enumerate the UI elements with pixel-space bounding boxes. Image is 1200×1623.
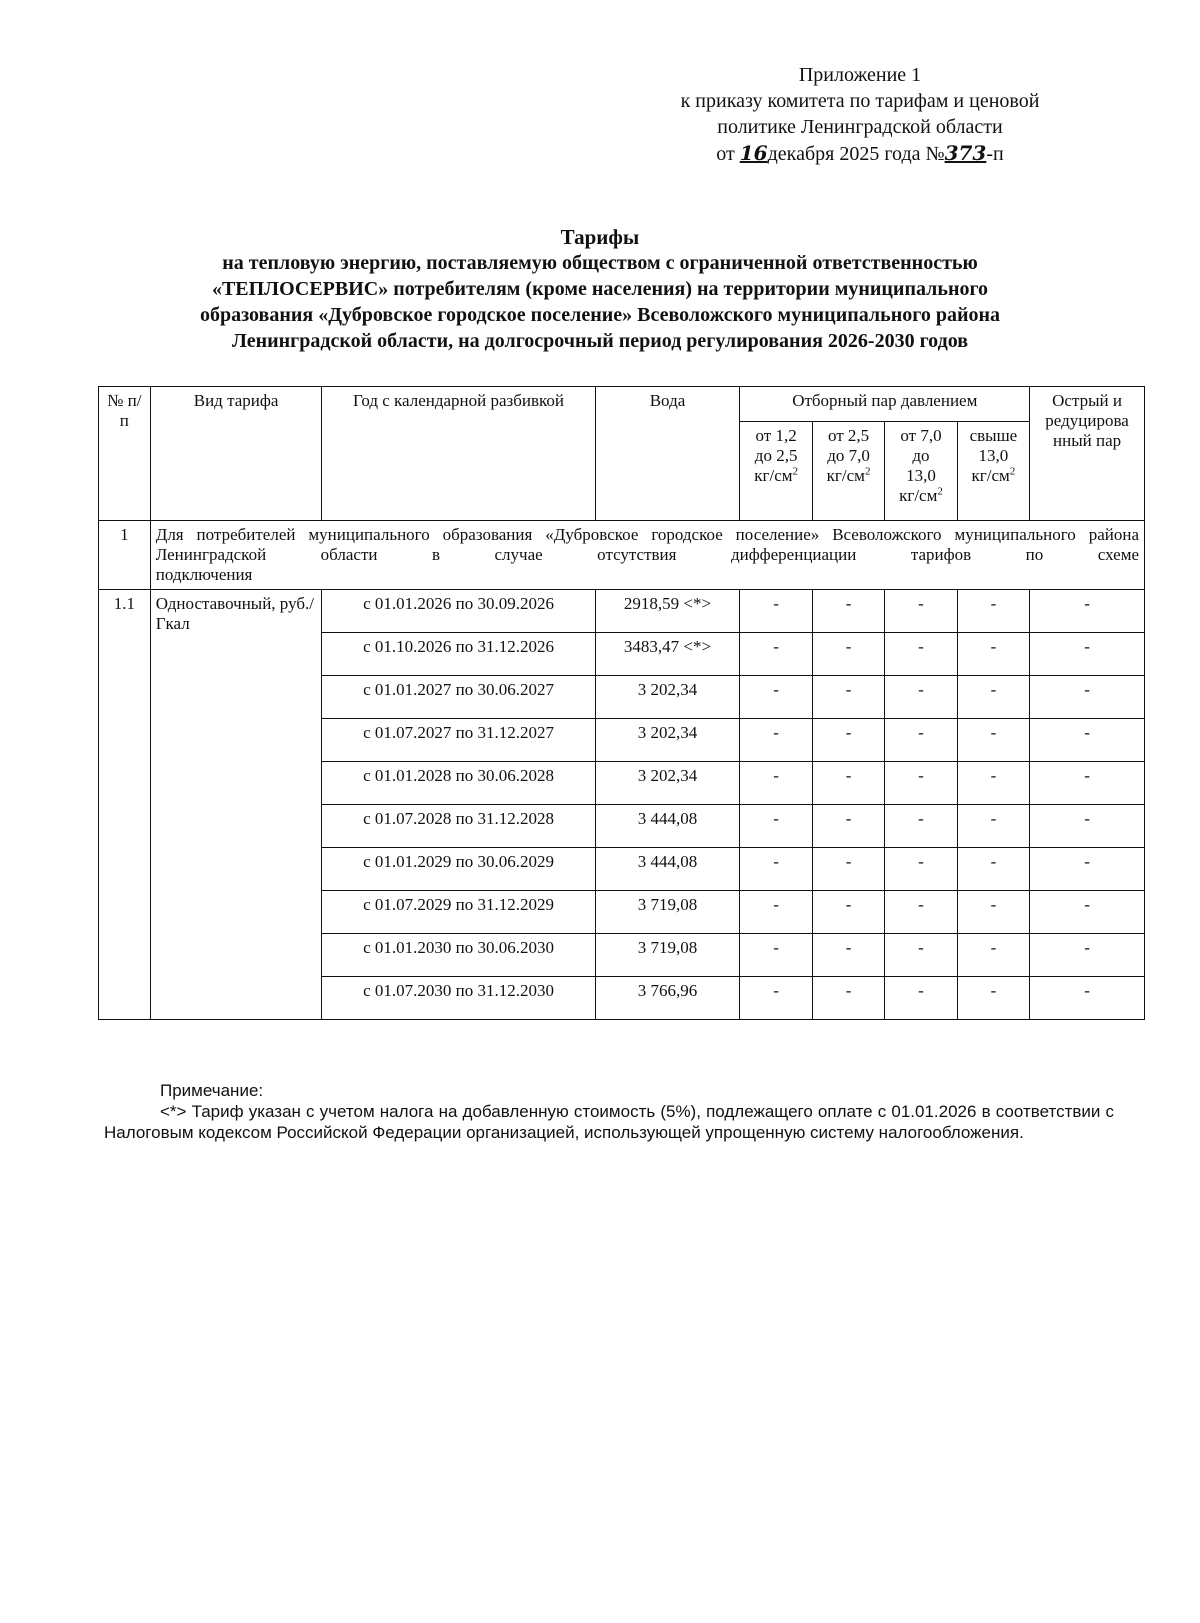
tariffs-table [98, 386, 1145, 1020]
water-tariff-cell: 3 719,08 [595, 934, 740, 977]
water-tariff-cell: 2918,59 <*> [595, 590, 740, 633]
period-cell: с 01.10.2026 по 31.12.2026 [322, 633, 595, 676]
empty-value-cell: - [885, 590, 957, 633]
order-day: 16 [739, 141, 768, 165]
period-cell: с 01.07.2027 по 31.12.2027 [322, 719, 595, 762]
empty-value-cell: - [1030, 848, 1145, 891]
empty-value-cell: - [1030, 633, 1145, 676]
appendix-title: Приложение 1 [798, 64, 922, 86]
empty-value-cell: - [740, 934, 812, 977]
empty-value-cell: - [1030, 590, 1145, 633]
title-line: Ленинградской области, на долгосрочный период регулирования 2026-2030 годов [231, 330, 969, 352]
period-cell: с 01.01.2028 по 30.06.2028 [322, 762, 595, 805]
col-header-steam-1: от 1,2 до 2,5 $кг/см^2$ [740, 422, 812, 521]
group-description: Для потребителей муниципального образования «Дубровское городское поселение» Всеволожского муниципального района Ленинградской области в случае отсутствия дифференциации тарифов по схеме подключения [150, 521, 1144, 590]
empty-value-cell: - [1030, 762, 1145, 805]
col-header-water: Вода [595, 387, 740, 521]
empty-value-cell: - [1030, 977, 1145, 1020]
empty-value-cell: - [812, 848, 884, 891]
col-header-steam-3: от 7,0 до 13,0 $кг/см^2$ [885, 422, 957, 521]
empty-value-cell: - [740, 805, 812, 848]
water-tariff-cell: 3 202,34 [595, 676, 740, 719]
title-line: на тепловую энергию, поставляемую обществом с ограниченной ответственностью [222, 252, 978, 274]
empty-value-cell: - [812, 934, 884, 977]
col-header-year: Год с календарной разбивкой [322, 387, 595, 521]
col-header-type: Вид тарифа [150, 387, 322, 521]
empty-value-cell: - [957, 934, 1029, 977]
title-heading: Тарифы [560, 225, 640, 249]
order-number: 373 [944, 141, 987, 165]
water-tariff-cell: 3 444,08 [595, 805, 740, 848]
empty-value-cell: - [957, 762, 1029, 805]
empty-value-cell: - [1030, 891, 1145, 934]
water-tariff-cell: 3 444,08 [595, 848, 740, 891]
empty-value-cell: - [957, 633, 1029, 676]
empty-value-cell: - [885, 719, 957, 762]
footnote-label: Примечание: [160, 1081, 264, 1100]
empty-value-cell: - [812, 676, 884, 719]
period-cell: с 01.07.2029 по 31.12.2029 [322, 891, 595, 934]
empty-value-cell: - [885, 762, 957, 805]
footnote-text: <*> Тариф указан с учетом налога на добавленную стоимость (5%), подлежащего оплате с 01.01.2026 в соответствии с Налоговым кодексом Российской Федерации организацией, использующей упрощенную систему налогообложения. [104, 1102, 1114, 1142]
col-header-sharp-steam: Острый и редуцирова нный пар [1030, 387, 1145, 521]
period-cell: с 01.07.2028 по 31.12.2028 [322, 805, 595, 848]
empty-value-cell: - [740, 590, 812, 633]
tariff-type: Одноставочный, руб./Гкал [150, 590, 322, 1020]
empty-value-cell: - [740, 633, 812, 676]
order-prefix: от [716, 143, 735, 165]
empty-value-cell: - [812, 977, 884, 1020]
empty-value-cell: - [957, 676, 1029, 719]
empty-value-cell: - [740, 891, 812, 934]
water-tariff-cell: 3483,47 <*> [595, 633, 740, 676]
group-num: 1 [99, 521, 151, 590]
col-header-num: № п/п [99, 387, 151, 521]
period-cell: с 01.01.2029 по 30.06.2029 [322, 848, 595, 891]
empty-value-cell: - [1030, 676, 1145, 719]
empty-value-cell: - [812, 891, 884, 934]
water-tariff-cell: 3 766,96 [595, 977, 740, 1020]
order-suffix: -п [986, 143, 1004, 165]
empty-value-cell: - [812, 590, 884, 633]
empty-value-cell: - [740, 848, 812, 891]
empty-value-cell: - [740, 762, 812, 805]
empty-value-cell: - [812, 762, 884, 805]
order-reference: к приказу комитета по тарифам и ценовой [680, 90, 1040, 112]
empty-value-cell: - [812, 633, 884, 676]
order-date-line [600, 140, 1120, 167]
empty-value-cell: - [885, 891, 957, 934]
empty-value-cell: - [812, 805, 884, 848]
document-title [100, 224, 1100, 354]
empty-value-cell: - [885, 848, 957, 891]
period-cell: с 01.01.2027 по 30.06.2027 [322, 676, 595, 719]
empty-value-cell: - [885, 805, 957, 848]
empty-value-cell: - [1030, 934, 1145, 977]
col-header-steam-4: свыше 13,0 $кг/см^2$ [957, 422, 1029, 521]
empty-value-cell: - [812, 719, 884, 762]
empty-value-cell: - [885, 676, 957, 719]
title-line: «ТЕПЛОСЕРВИС» потребителям (кроме населения) на территории муниципального [211, 278, 989, 300]
appendix-header [600, 62, 1120, 167]
empty-value-cell: - [740, 676, 812, 719]
empty-value-cell: - [957, 590, 1029, 633]
period-cell: с 01.01.2026 по 30.09.2026 [322, 590, 595, 633]
empty-value-cell: - [957, 805, 1029, 848]
water-tariff-cell: 3 202,34 [595, 719, 740, 762]
empty-value-cell: - [957, 977, 1029, 1020]
title-line: образования «Дубровское городское поселение» Всеволожского муниципального района [199, 304, 1000, 326]
col-header-steam: Отборный пар давлением [740, 387, 1030, 422]
water-tariff-cell: 3 719,08 [595, 891, 740, 934]
empty-value-cell: - [885, 977, 957, 1020]
period-cell: с 01.01.2030 по 30.06.2030 [322, 934, 595, 977]
header-row [99, 387, 1145, 422]
empty-value-cell: - [957, 719, 1029, 762]
group-row [99, 521, 1145, 590]
empty-value-cell: - [957, 891, 1029, 934]
footnote [104, 1080, 1114, 1143]
empty-value-cell: - [740, 719, 812, 762]
table-row [99, 590, 1145, 633]
empty-value-cell: - [957, 848, 1029, 891]
period-cell: с 01.07.2030 по 31.12.2030 [322, 977, 595, 1020]
empty-value-cell: - [1030, 719, 1145, 762]
committee-name: политике Ленинградской области [717, 116, 1003, 138]
empty-value-cell: - [1030, 805, 1145, 848]
empty-value-cell: - [885, 633, 957, 676]
row-num: 1.1 [99, 590, 151, 1020]
tariff-rows [99, 590, 1145, 1020]
order-date: декабря 2025 года № [767, 143, 945, 165]
water-tariff-cell: 3 202,34 [595, 762, 740, 805]
col-header-steam-2: от 2,5 до 7,0 $кг/см^2$ [812, 422, 884, 521]
empty-value-cell: - [885, 934, 957, 977]
empty-value-cell: - [740, 977, 812, 1020]
